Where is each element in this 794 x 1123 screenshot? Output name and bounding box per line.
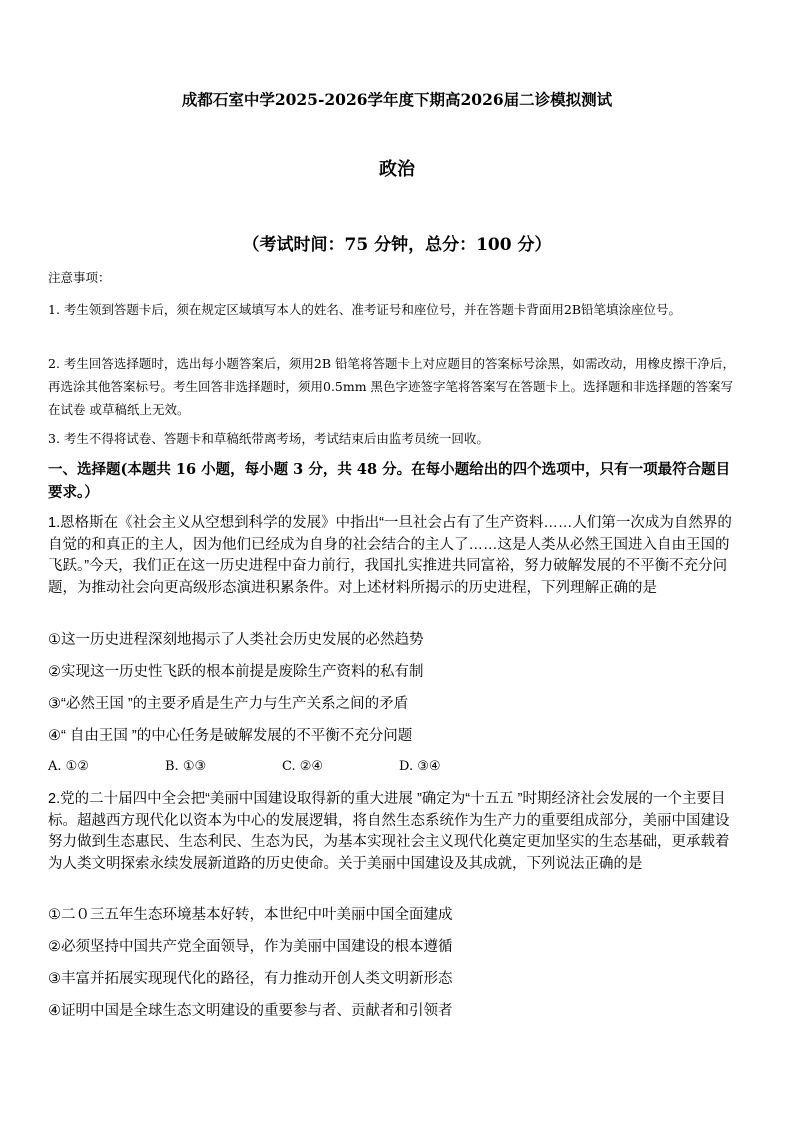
question-1-option-2: ②实现这一历史性飞跃的根本前提是废除生产资料的私有制 <box>48 664 424 680</box>
question-2-option-3: ③丰富并拓展实现现代化的路径，有力推动开创人类文明新形态 <box>48 971 453 987</box>
exam-info: （考试时间：75 分钟，总分：100 分） <box>242 235 552 255</box>
question-1-option-3: ③“必然王国 ”的主要矛盾是生产力与生产关系之间的矛盾 <box>48 696 409 712</box>
choice-c[interactable]: C. ②④ <box>282 759 324 774</box>
question-2-stem: 2.党的二十届四中全会把“美丽中国建设取得新的重大进展 ”确定为“十五五 ”时期经济社会发展的一个主要目标。超越西方现代化以资本为中心的发展逻辑，将自然生态系统作为生产力的重要组成部分，美丽中国建设努力做到生态惠民、生态利民、生态为民，为基本实现社会主义现代化奠定更加坚实的生态基础，更承载着为人类文明探索永续发展新道路的历史使命。关于美丽中国建设及其成就，下列说法正确的是 <box>48 791 730 872</box>
choice-b[interactable]: B. ①③ <box>165 759 207 774</box>
notice-heading: 注意事项： <box>48 270 111 285</box>
notice-item-1: 1. 考生领到答题卡后，须在规定区域填写本人的姓名、准考证号和座位号，并在答题卡背面用2B铅笔填涂座位号。 <box>48 302 682 317</box>
notice-item-3: 3. 考生不得将试卷、答题卡和草稿纸带离考场，考试结束后由监考员统一回收。 <box>48 431 489 446</box>
section-title: 一、选择题(本题共 16 小题，每小题 3 分，共 48 分。在每小题给出的四个选项中，只有一项最符合题目要求。） <box>48 461 731 501</box>
subject-title: 政治 <box>379 159 415 180</box>
question-1-choices <box>48 759 441 774</box>
question-2-option-1: ①二０三五年生态环境基本好转，本世纪中叶美丽中国全面建成 <box>48 907 453 923</box>
question-1-option-1: ①这一历史进程深刻地揭示了人类社会历史发展的必然趋势 <box>48 632 424 648</box>
notice-item-2: 2. 考生回答选择题时，选出每小题答案后，须用2B 铅笔将答题卡上对应题目的答案标号涂黑，如需改动，用橡皮擦干净后，再选涂其他答案标号。考生回答非选择题时，须用0.5mm 黑色字迹签字笔将答案写在答题卡上。选择题和非选择题的答案写在试卷 或草稿纸上无效。 <box>48 356 736 417</box>
question-1-stem: 1.恩格斯在《社会主义从空想到科学的发展》中指出“一旦社会占有了生产资料……人们第一次成为自然界的自觉的和真正的主人，因为他们已经成为自身的社会结合的主人了……这是人类从必然王国进入自由王国的飞跃。”今天，我们正在这一历史进程中奋力前行，我国扎实推进共同富裕，努力破解发展的不平衡不充分问题，为推动社会向更高级形态演进积累条件。对上述材料所揭示的历史进程，下列理解正确的是 <box>48 515 732 596</box>
choice-a[interactable]: A. ①② <box>48 759 89 774</box>
question-1-option-4: ④“ 自由王国 ”的中心任务是破解发展的不平衡不充分问题 <box>48 728 413 744</box>
choice-d[interactable]: D. ③④ <box>399 759 441 774</box>
school-title: 成都石室中学2025-2026学年度下期高2026届二诊模拟测试 <box>181 90 613 109</box>
question-2-option-4: ④证明中国是全球生态文明建设的重要参与者、贡献者和引领者 <box>48 1003 453 1019</box>
question-2-option-2: ②必须坚持中国共产党全面领导，作为美丽中国建设的根本遵循 <box>48 939 453 955</box>
